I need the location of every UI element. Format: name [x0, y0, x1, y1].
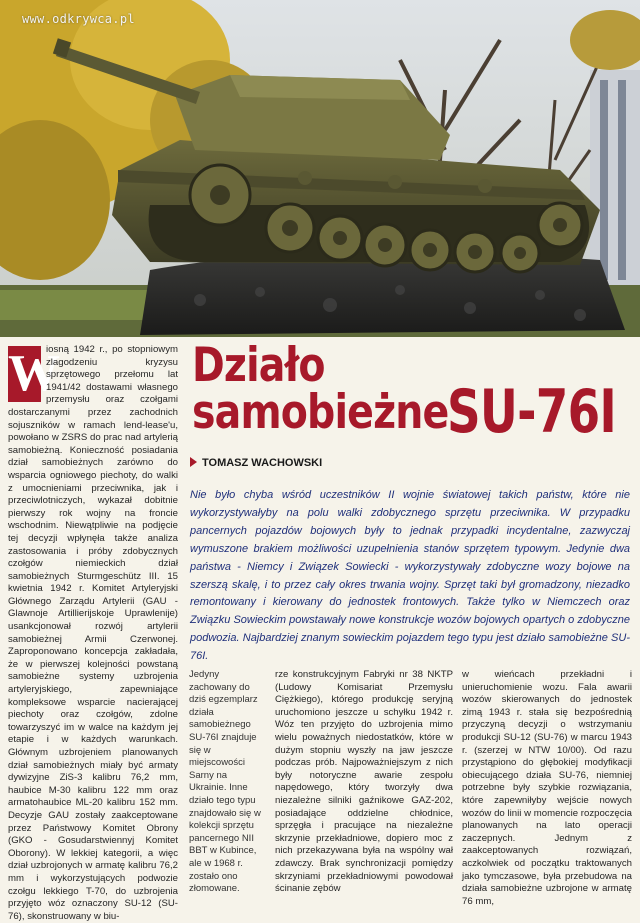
drop-cap: W	[8, 345, 60, 402]
lead-paragraph: Nie było chyba wśród uczestników II wojnie światowej takich państw, które nie wykorzystywałyby na polu walki zdobycznego sprzętu przeciwnika. W przypadku pancernych pojazdów bojowych były to jednak przypadki incydentalne, zazwyczaj wymuszone brakiem możliwości uzupełnienia stanów sprzętem typowym. Jedynie dwa państwa - Niemcy i Związek Sowiecki - wykorzystywały zdobyczne wozy bojowe na szerszą skalę, i to przez cały okres trwania wojny. Sprzęt taki był gromadzony, niezadko remontowany i kierowany do jednostek frontowych. Także tylko w Niemczech oraz Związku Sowieckim powstawały nowe konstrukcje wozów bojowych opartych o zdobyczne podwozia. Najbardziej znanym sowieckim pojazdem tego typu jest działo samobieżne SU-76I.	[190, 489, 630, 663]
watermark-text: www.odkrywca.pl	[22, 12, 135, 26]
author-name: TOMASZ WACHOWSKI	[202, 457, 323, 469]
photo-caption: Jedyny zachowany do dziś egzemplarz działa samobieżnego SU-76I znajduje się w miejscowości Sarny na Ukrainie. Inne działo tego typu znajdowało się w kolekcji sprzętu pancernego NII BBT w Kubince, ale w 1968 r. zostało ono złomowane.	[189, 669, 261, 895]
title-line-2: samobieżne	[192, 385, 449, 440]
body-column-3: rze konstrukcyjnym Fabryki nr 38 NKTP (Ludowy Komisariat Przemysłu Ciężkiego), którego produkcję seryjną uruchomiono jeszcze u schyłku 1942 r. Wóz ten przyjęto do uzbrojenia mimo wielu poważnych niedostatków, które w dużym stopniu wyszły na jaw jeszcze podczas prób. Najpoważniejszym z nich były notoryczne awarie zespołu napędowego, który tworzyły dwa niezależne silniki gaźnikowe GAZ-202, posiadające oddzielne chłodnice, sprzęgła i pracujące na niezależne skrzynie przekładniowe, dopiero moc z nich przekazywana była na wspólny wał zdawczy. Brak synchronizacji pomiędzy skrzyniami przekładniowymi powodował ścinanie zębów	[275, 669, 453, 895]
body-column-1	[8, 344, 178, 923]
author-byline	[190, 457, 322, 469]
body-column-1-text: iosną 1942 r., po stopniowym zlagodzeniu kryzysu sprzętowego przełomu lat 1941/42 dostawami własnego przemysłu oraz czołgami dostarczanymi przez zachodnich sojuszników w ramach lend-lease'u, powołano w ZSRS do prac nad artylerią samobieżną. Konieczność posiadania dział samobieżnych zarówno do wsparcia ogniowego piechoty, do walki z umocnieniami przeciwnika, jak i przeciwlotniczych, wykazał dobitnie pierwszy rok wojny na froncie wschodnim. Niewątpliwie na podjęcie tej decyzji wpłynęła także analiza zastosowania i próby zdobycznych czołgów niemieckich dział samobieżnych Sturmgeschütz III. 15 kwietnia 1942 r. Komitet Artyleryjski Głównego Zarządu Artylerii (GAU - Glawnoje Artillierijskoje Uprawlenije) usankcjonował rozwój artylerii samobieżnej Armii Czerwonej. Zaproponowano koncepcja zakładała, że w pierwszej kolejności powstaną samobieżne systemy uzbrojenia artyleryjskiego, zapewniające kompleksowe wsparcie nacierającej piechoty oraz czołgów, zdolne towarzyszyć im w walce na każdym jej etapie i w każdych warunkach. Głównym uzbrojeniem planowanych dział samobieżnych miały być armaty dywizyjne ZiS-3 kalibru 76,2 mm, haubice M-30 kalibru 122 mm oraz armatohaubice ML-20 kalibru 152 mm. Decyzje GAU zostały zaakceptowane przez Państwowy Komitet Obrony (GKO - Gosudarstwiennyj Komitet Oborony). W lekkiej kategorii, a więc dział uzbrojonych w armatę kalibru 76,2 mm i wykorzystujących podwozie czołgu lekkiego T-70, do uzbrojenia przyjęto wóz oznaczony SU-12 (SU-76), skonstruowany w biu-	[8, 344, 178, 922]
arrow-bullet-icon	[190, 457, 197, 467]
photo-su76i-monument	[0, 0, 640, 337]
title-line-3: SU-76I	[447, 377, 616, 447]
body-column-4: w wieńcach przekładni i unieruchomienie wozu. Fala awarii wozów skierowanych do jednostek zimą 1943 r. stała się bezpośrednią przyczyną decyzji o wstrzymaniu produkcji SU-12 (SU-76) w marcu 1943 r. (szerzej w NTW 10/00). Od razu przystąpiono do głębokiej modyfikacji obiecującego działa SU-76, niemniej potrzebne były szybkie rozwiązania, które zapewniłyby wejście nowych wozów do linii w momencie rozpoczęcia planowanych na lato operacji zaczepnych. Jednym z zaakceptowanych rozwiązań, aczkolwiek od początku traktowanych jako tymczasowe, była przebudowa na działa samobieżne uzbrojone w armatę 76 mm,	[462, 669, 632, 907]
title-line-1: Działo	[192, 338, 325, 393]
